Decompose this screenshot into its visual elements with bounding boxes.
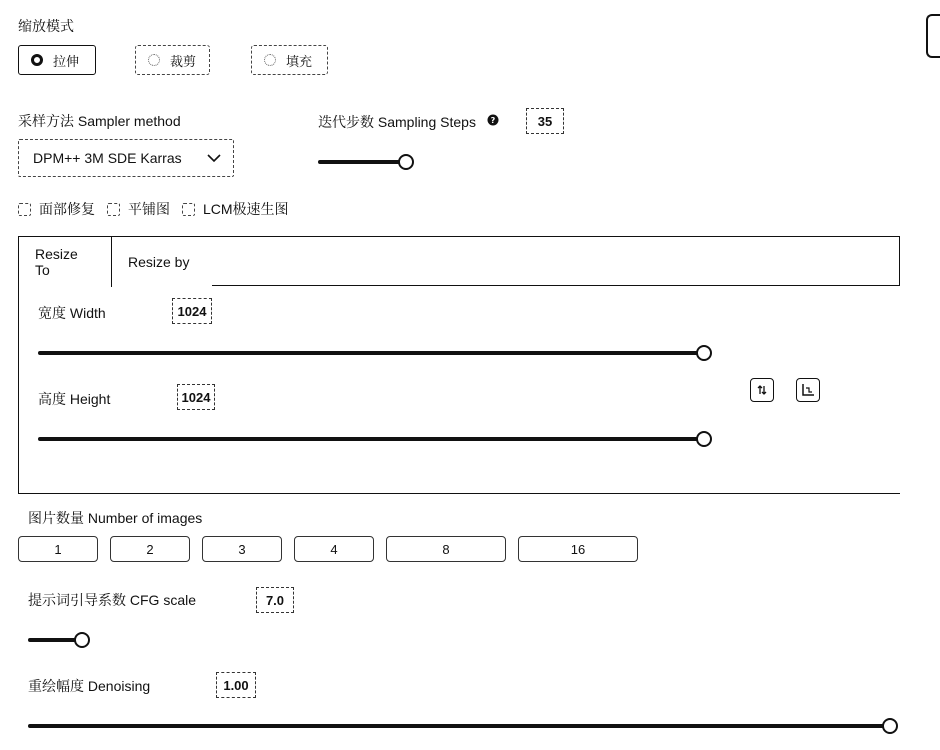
radio-label: 填充 xyxy=(286,53,313,69)
checkbox-label: LCM极速生图 xyxy=(203,201,289,217)
radio-label: 裁剪 xyxy=(170,53,197,69)
steps-input[interactable]: 35 xyxy=(526,108,564,134)
slider-track xyxy=(38,437,704,441)
sampler-value: DPM++ 3M SDE Karras xyxy=(33,150,182,166)
height-slider[interactable] xyxy=(38,431,704,447)
radio-label: 拉伸 xyxy=(53,53,80,69)
help-icon[interactable] xyxy=(487,114,499,126)
cfg-slider[interactable] xyxy=(28,632,208,648)
radio-unselected-icon xyxy=(264,54,276,66)
width-label: 宽度 Width xyxy=(38,305,106,321)
chevron-down-icon xyxy=(207,154,221,163)
batch-option-1[interactable]: 1 xyxy=(18,536,98,562)
batch-option-2[interactable]: 2 xyxy=(110,536,190,562)
options-checkboxes xyxy=(18,199,289,219)
slider-thumb[interactable] xyxy=(882,718,898,734)
batch-option-8[interactable]: 8 xyxy=(386,536,506,562)
resize-mode-stretch[interactable] xyxy=(18,45,96,75)
resize-tabs xyxy=(19,237,212,287)
slider-track xyxy=(318,160,406,164)
batch-option-16[interactable]: 16 xyxy=(518,536,638,562)
resize-mode-crop[interactable] xyxy=(135,45,210,75)
slider-thumb[interactable] xyxy=(696,431,712,447)
batch-option-4[interactable]: 4 xyxy=(294,536,374,562)
batch-option-3[interactable]: 3 xyxy=(202,536,282,562)
sampler-label: 采样方法 Sampler method xyxy=(18,113,181,129)
height-input[interactable]: 1024 xyxy=(177,384,215,410)
steps-slider[interactable] xyxy=(318,154,498,170)
checkbox-face-restore[interactable] xyxy=(18,199,95,219)
checkbox-lcm[interactable] xyxy=(182,199,289,219)
checkbox-label: 平铺图 xyxy=(128,201,170,217)
slider-thumb[interactable] xyxy=(74,632,90,648)
aspect-ratio-button[interactable] xyxy=(796,378,820,402)
checkbox-box[interactable] xyxy=(107,203,120,216)
svg-text:?: ? xyxy=(490,116,496,125)
checkbox-tiling[interactable] xyxy=(107,199,170,219)
slider-thumb[interactable] xyxy=(398,154,414,170)
radio-selected-icon xyxy=(31,54,43,66)
steps-label: 迭代步数 Sampling Steps xyxy=(318,114,476,130)
tab-resize-by[interactable]: Resize by xyxy=(112,237,212,287)
tab-header-divider xyxy=(112,285,900,286)
aspect-ratio-icon xyxy=(801,383,815,397)
slider-track xyxy=(28,724,890,728)
tab-resize-to[interactable]: Resize To xyxy=(19,237,112,287)
slider-track xyxy=(38,351,704,355)
tab-header-edge xyxy=(899,236,900,286)
radio-unselected-icon xyxy=(148,54,160,66)
resize-mode-fill[interactable] xyxy=(251,45,328,75)
batch-label: 图片数量 Number of images xyxy=(28,510,203,526)
denoise-slider[interactable] xyxy=(28,718,890,734)
swap-dimensions-button[interactable] xyxy=(750,378,774,402)
denoise-input[interactable]: 1.00 xyxy=(216,672,256,698)
checkbox-box[interactable] xyxy=(182,203,195,216)
slider-thumb[interactable] xyxy=(696,345,712,361)
cfg-input[interactable]: 7.0 xyxy=(256,587,294,613)
swap-icon xyxy=(756,384,768,396)
width-slider[interactable] xyxy=(38,345,704,361)
panel-edge xyxy=(926,14,940,58)
height-label: 高度 Height xyxy=(38,391,111,407)
cfg-label: 提示词引导系数 CFG scale xyxy=(28,592,197,608)
sampler-dropdown[interactable] xyxy=(18,139,234,177)
checkbox-box[interactable] xyxy=(18,203,31,216)
width-input[interactable]: 1024 xyxy=(172,298,212,324)
checkbox-label: 面部修复 xyxy=(39,201,95,217)
denoise-label: 重绘幅度 Denoising xyxy=(28,678,151,694)
resize-mode-label: 缩放模式 xyxy=(18,18,74,34)
